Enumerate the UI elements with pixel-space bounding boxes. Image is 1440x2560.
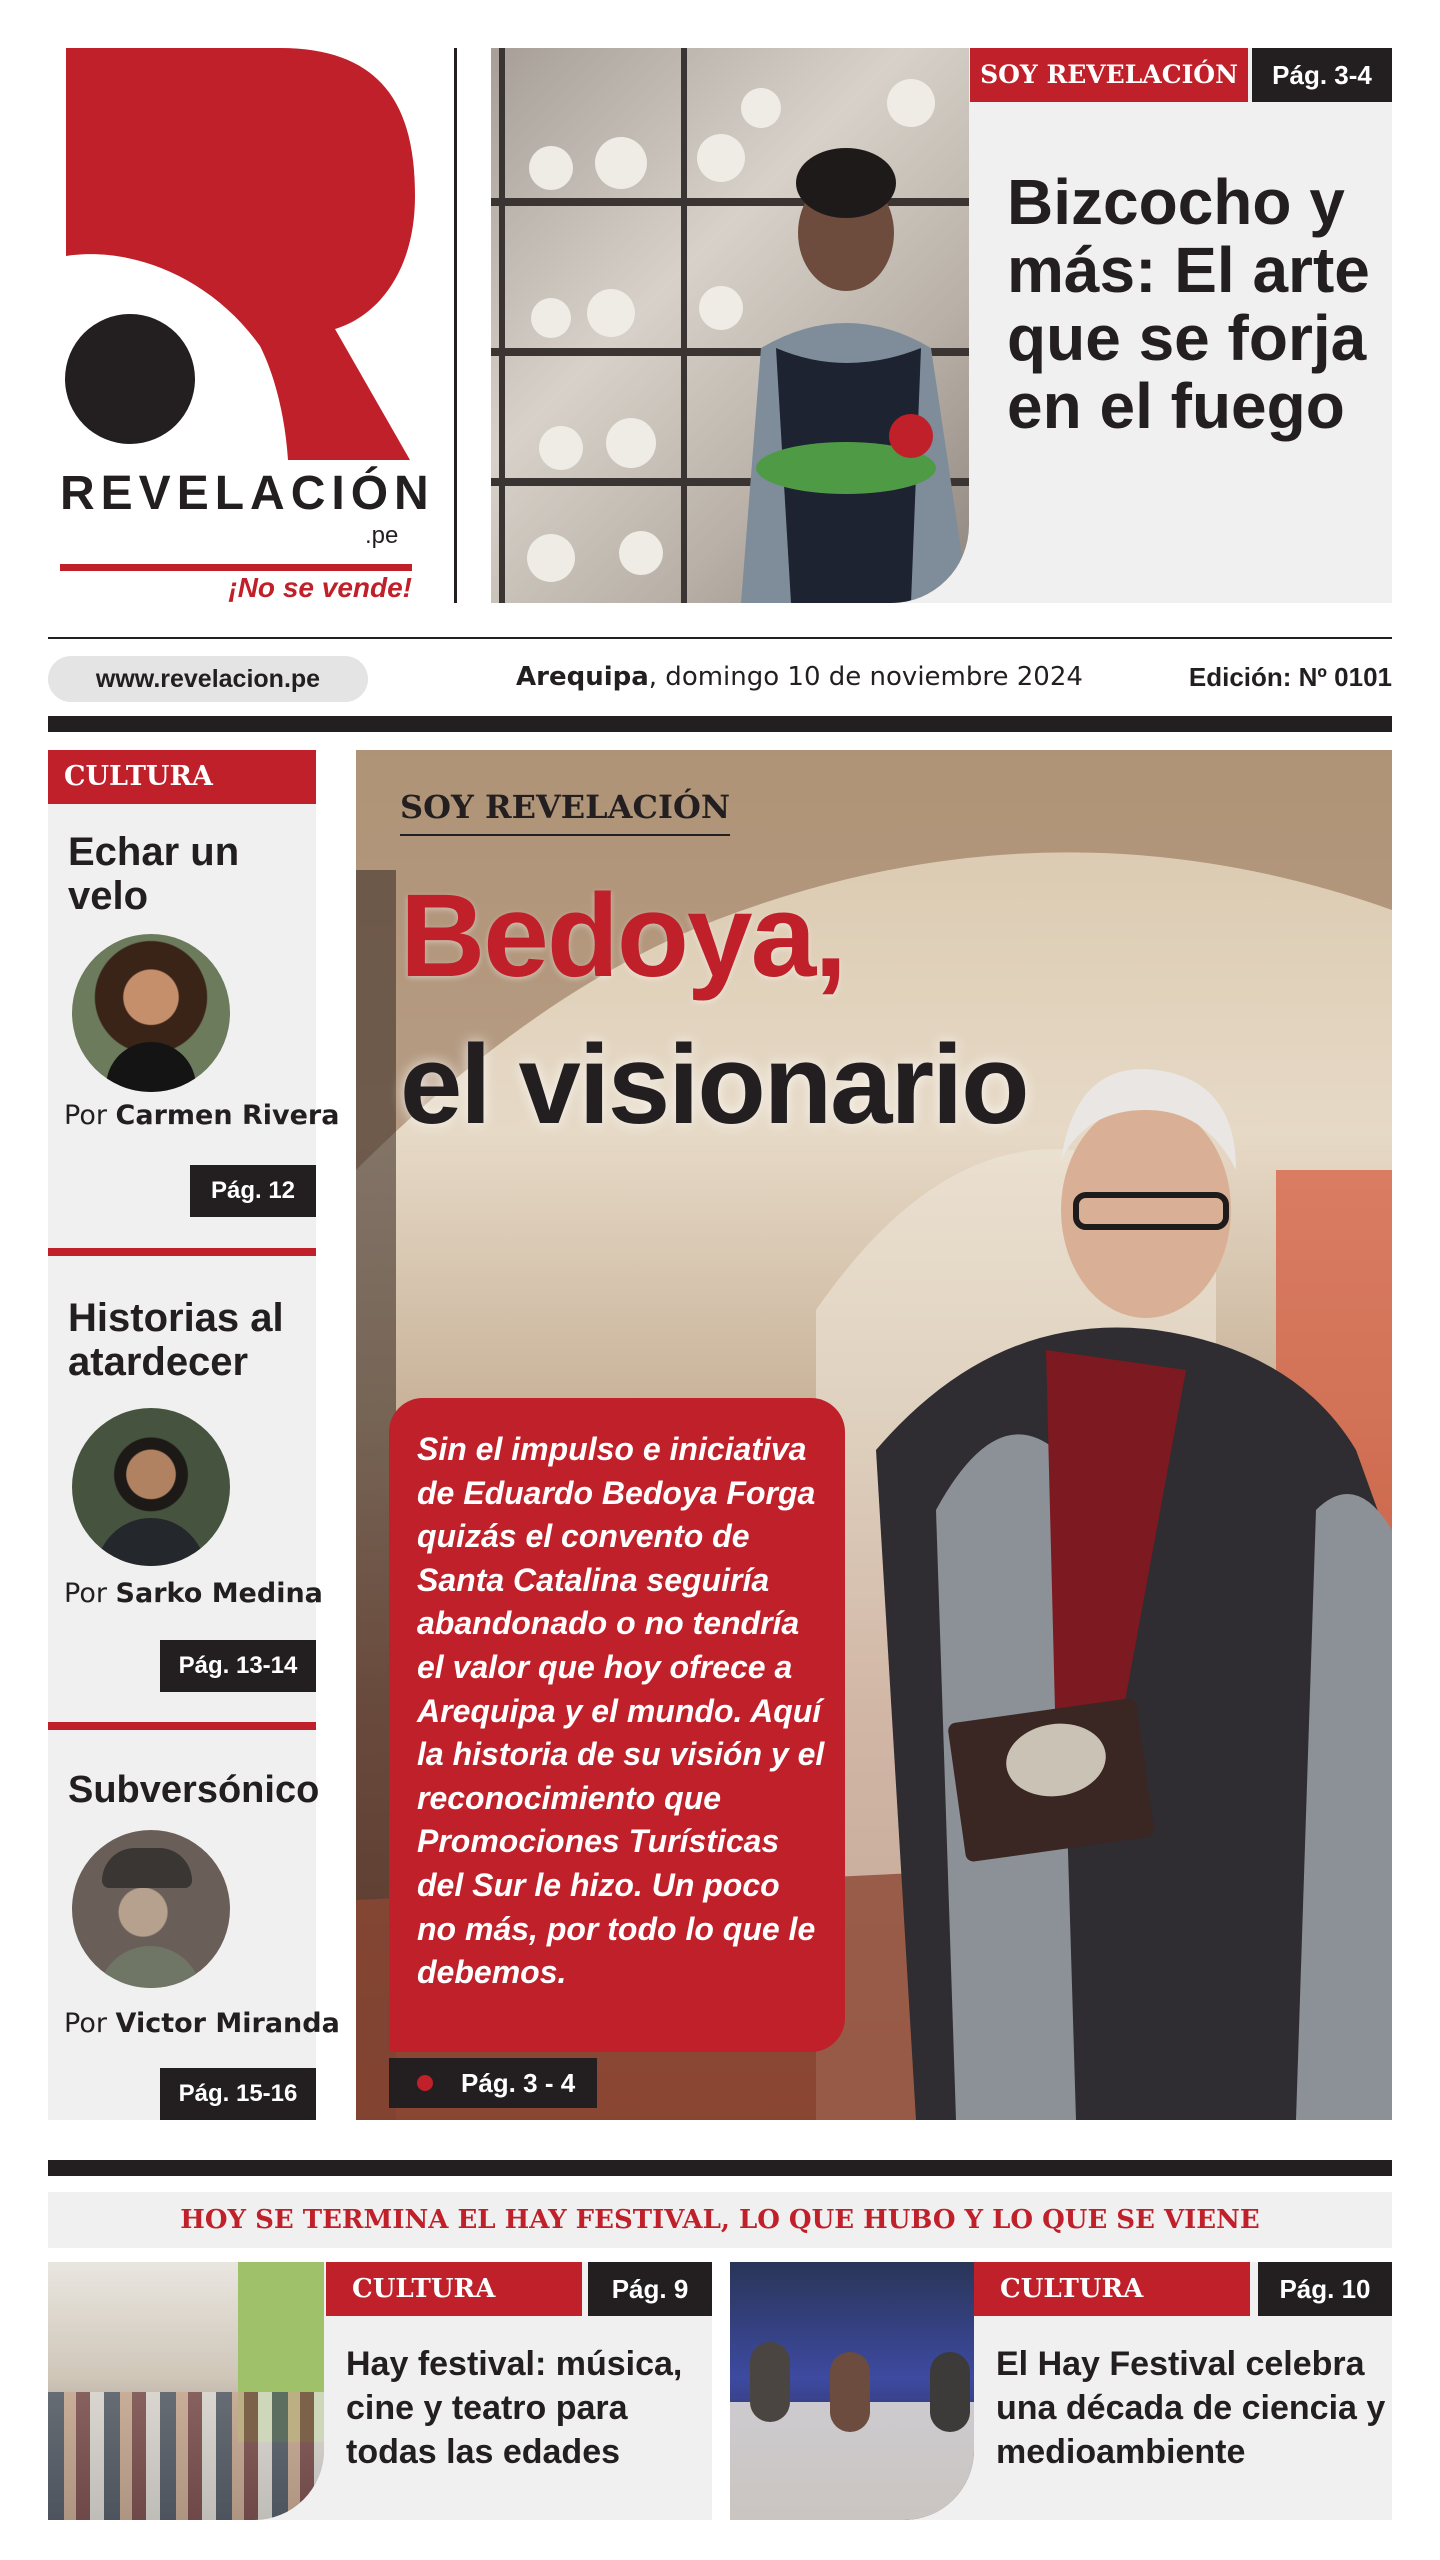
feature-summary-text: Sin el impulso e iniciativa de Eduardo Bedoya Forga quizás el convento de Santa Catalina seguiría abandonado o no tendría el valor que hoy ofrece a Arequipa y el mundo. Aquí la historia de su visión y el reconocimiento que Promociones Turísticas del Sur le hizo. Un poco no más, por todo lo que le debemos. — [417, 1431, 825, 1991]
festival-card-section-tag[interactable]: CULTURA — [326, 2262, 582, 2316]
author-avatar-sarko-medina — [72, 1408, 230, 1566]
sidebar-divider — [48, 1722, 316, 1730]
sidebar-divider — [48, 1248, 316, 1256]
feature-summary-box — [389, 1398, 845, 2052]
logo-domain: .pe — [365, 522, 399, 549]
festival-card-section-tag[interactable]: CULTURA — [974, 2262, 1250, 2316]
author-name[interactable]: Carmen Rivera — [115, 1100, 340, 1131]
infobar-top-rule — [48, 637, 1392, 639]
top-story-section-tag[interactable]: SOY REVELACIÓN — [970, 48, 1248, 102]
feature-headline-red[interactable]: Bedoya, — [400, 870, 846, 1002]
top-story-photo[interactable] — [491, 48, 969, 603]
festival-top-rule — [48, 2160, 1392, 2176]
sidebar-item-byline — [64, 1100, 339, 1131]
dateline-date: , domingo 10 de noviembre 2024 — [648, 662, 1083, 692]
logo-underline — [60, 564, 412, 571]
logo-r-mark — [60, 46, 420, 486]
edition-number: Edición: Nº 0101 — [1188, 662, 1392, 692]
sidebar-item-title[interactable]: Echar un velo — [68, 830, 240, 918]
infobar-bottom-rule — [48, 716, 1392, 732]
festival-banner-text: HOY SE TERMINA EL HAY FESTIVAL, LO QUE HUBO Y LO QUE SE VIENE — [180, 2205, 1260, 2235]
top-story-card[interactable] — [491, 48, 1392, 603]
ceramics-shelf-illustration — [491, 48, 969, 603]
dateline — [516, 662, 1083, 692]
festival-card-photo[interactable] — [730, 2262, 974, 2520]
website-link[interactable]: www.revelacion.pe — [95, 665, 321, 693]
festival-card-photo[interactable] — [48, 2262, 324, 2520]
festival-banner[interactable] — [48, 2192, 1392, 2248]
author-name[interactable]: Victor Miranda — [115, 2008, 340, 2039]
feature-section-label[interactable]: SOY REVELACIÓN — [400, 788, 730, 836]
feature-page-tag[interactable] — [389, 2058, 597, 2108]
logo-name: REVELACIÓN — [60, 467, 435, 520]
sidebar-section-tag[interactable]: CULTURA — [48, 750, 316, 804]
festival-card[interactable] — [48, 2262, 712, 2520]
website-pill[interactable] — [48, 656, 368, 702]
festival-card-page-tag[interactable]: Pág. 9 — [588, 2262, 712, 2316]
masthead-logo[interactable] — [60, 46, 435, 606]
logo-slogan: ¡No se vende! — [228, 572, 412, 603]
sidebar-item-page-tag[interactable]: Pág. 15-16 — [160, 2068, 316, 2120]
festival-card-page-tag[interactable]: Pág. 10 — [1258, 2262, 1392, 2316]
sidebar-item-page-tag[interactable]: Pág. 12 — [190, 1165, 316, 1217]
sidebar-item-title[interactable]: Historias al atardecer — [68, 1296, 284, 1384]
bullet-dot-icon — [417, 2075, 433, 2091]
author-name[interactable]: Sarko Medina — [115, 1578, 323, 1609]
byline-prefix: Por — [64, 1100, 116, 1131]
sidebar-item-title[interactable]: Subversónico — [68, 1769, 320, 1811]
top-story-page-tag[interactable]: Pág. 3-4 — [1252, 48, 1392, 102]
author-avatar-victor-miranda — [72, 1830, 230, 1988]
sidebar-item-byline — [64, 2008, 340, 2039]
masthead-divider — [454, 48, 457, 603]
sidebar-item-page-tag[interactable]: Pág. 13-14 — [160, 1640, 316, 1692]
feature-page-label: Pág. 3 - 4 — [461, 2068, 576, 2098]
dateline-city: Arequipa — [516, 662, 649, 692]
byline-prefix: Por — [64, 1578, 116, 1609]
festival-card[interactable] — [730, 2262, 1392, 2520]
feature-headline-dark[interactable]: el visionario — [400, 1022, 1028, 1147]
author-avatar-carmen-rivera — [72, 934, 230, 1092]
sidebar-item-byline — [64, 1578, 323, 1609]
top-story-headline[interactable]: Bizcocho y más: El arte que se forja en el fuego — [1007, 166, 1370, 442]
byline-prefix: Por — [64, 2008, 116, 2039]
festival-card-title[interactable]: El Hay Festival celebra una década de ciencia y medioambiente — [996, 2345, 1386, 2471]
festival-card-title[interactable]: Hay festival: música, cine y teatro para todas las edades — [346, 2345, 683, 2471]
